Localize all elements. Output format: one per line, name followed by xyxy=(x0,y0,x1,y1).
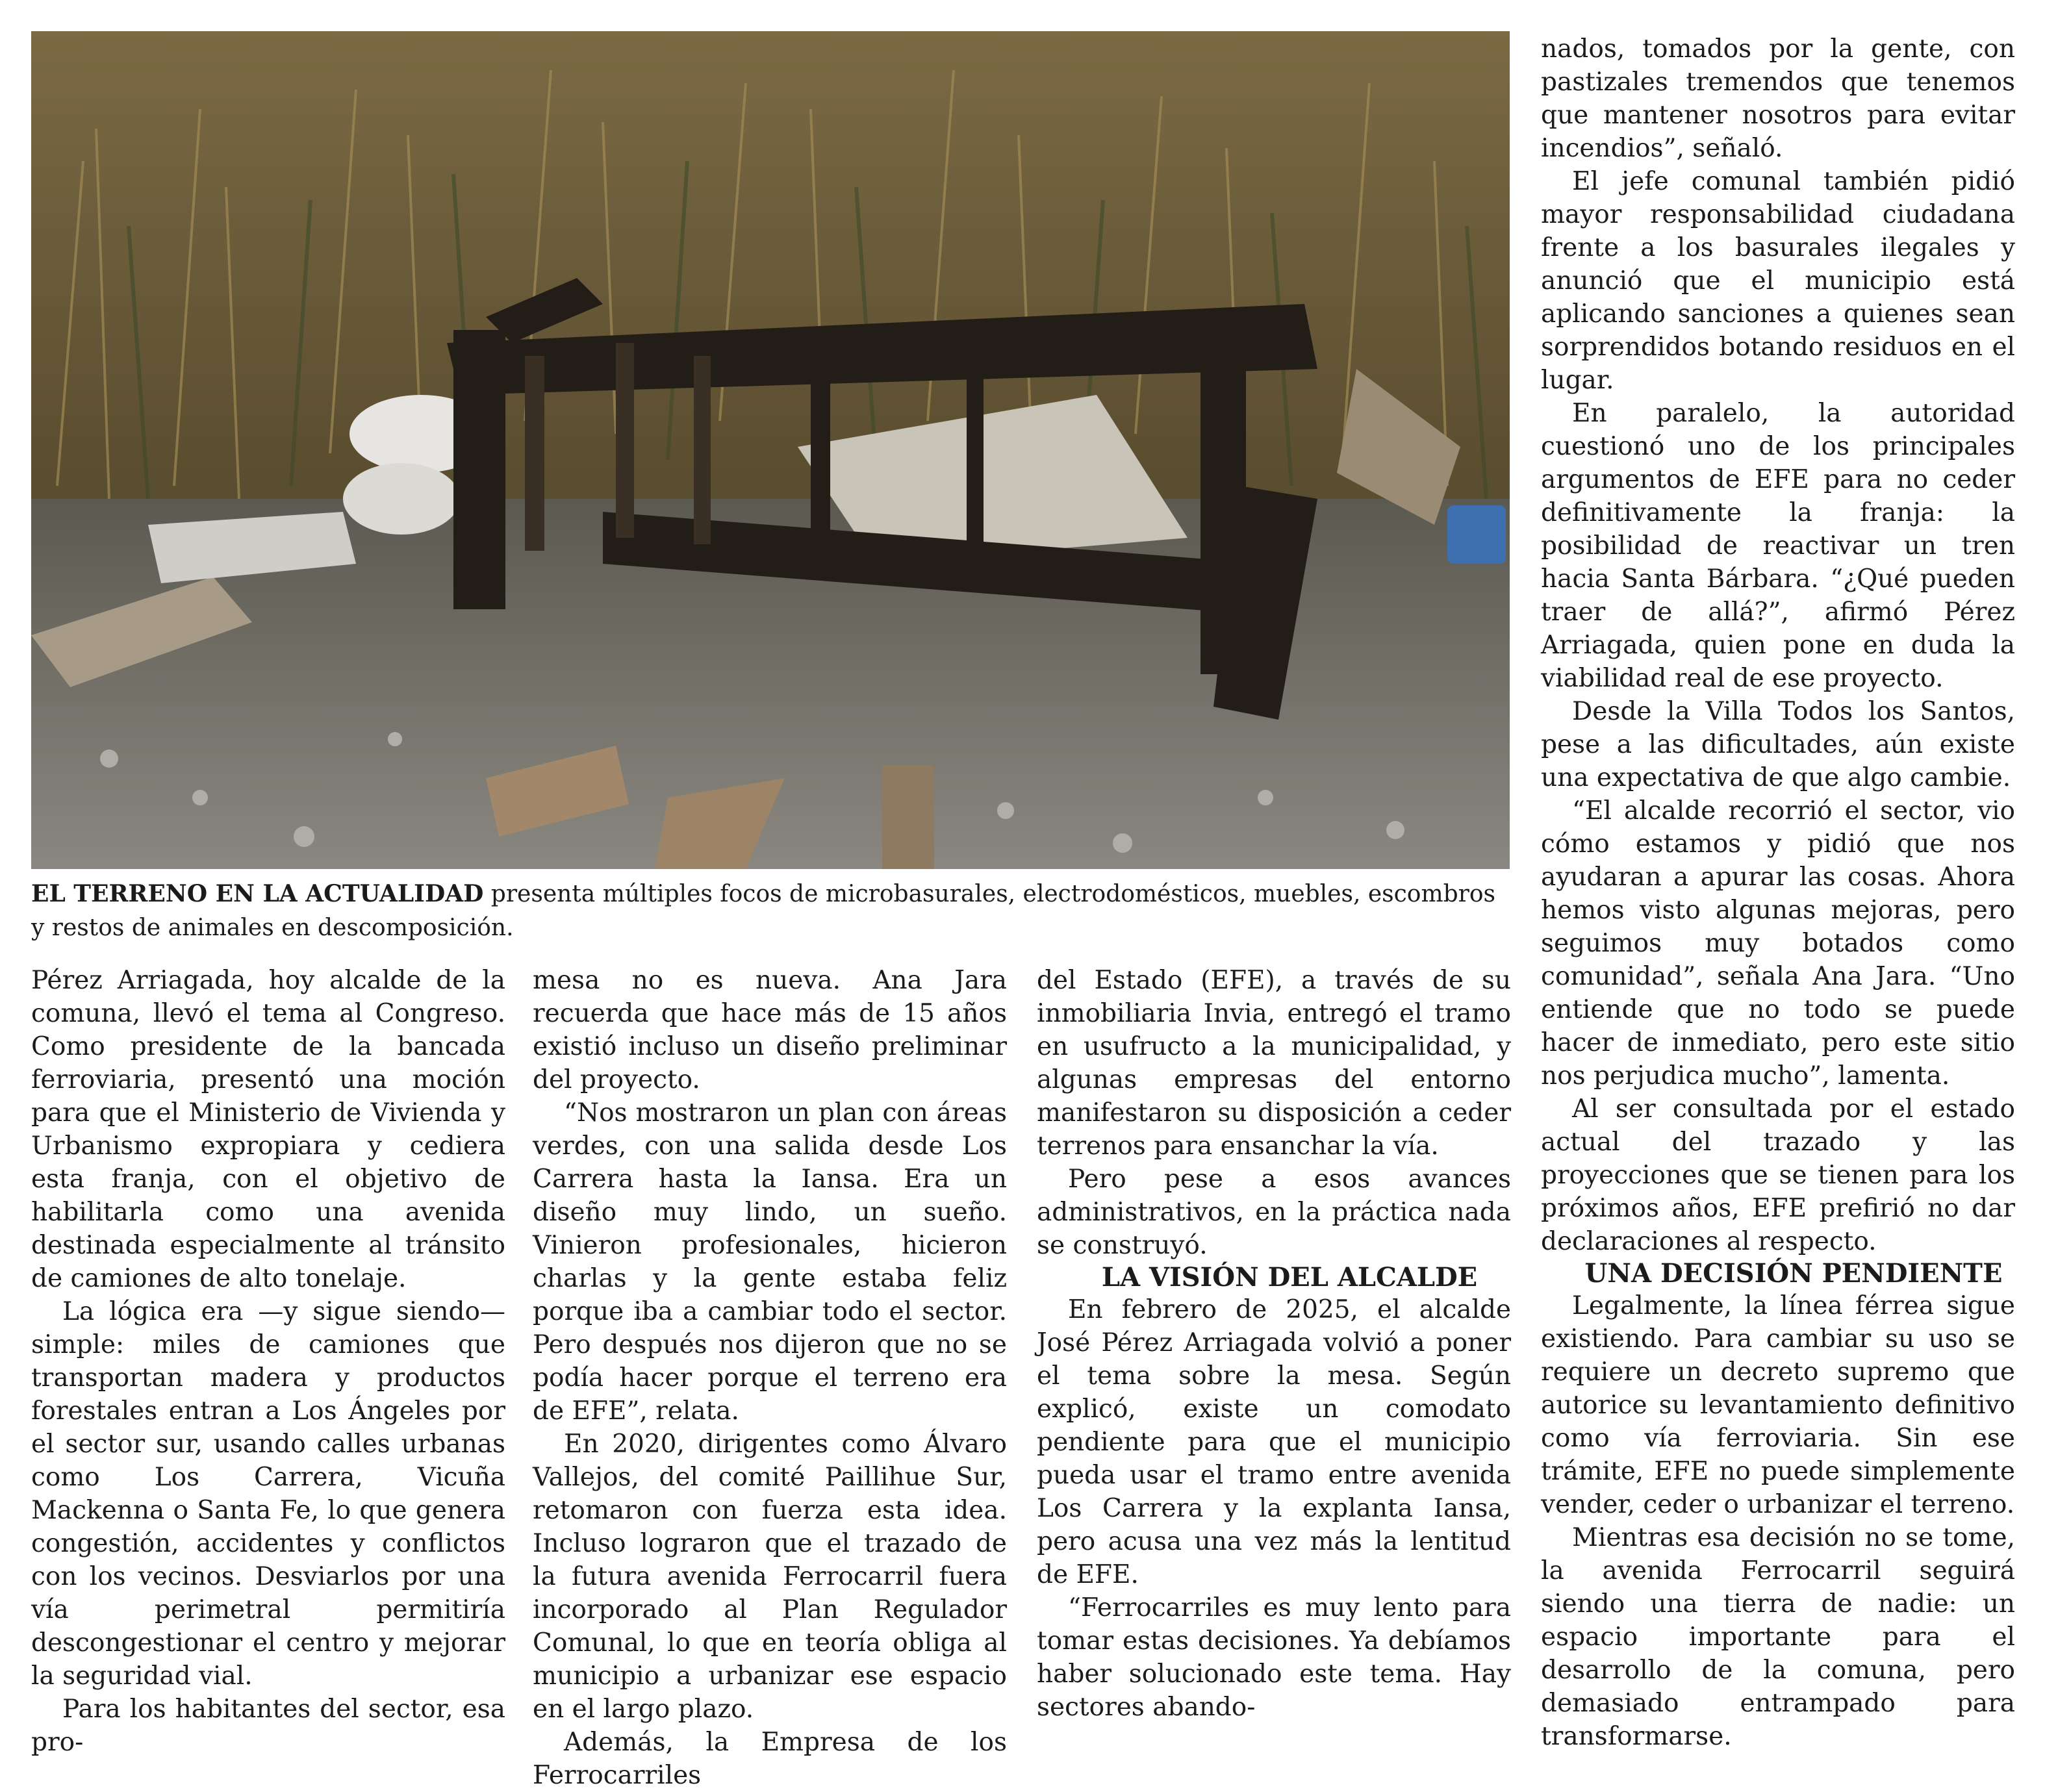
paragraph: El jefe comunal también pidió mayor responsabilidad ciudadana frente a los basurales ilegales y anunció que el municipio está aplicando sanciones a quienes sean sorprendidos botando residuos en el lugar. xyxy=(1541,167,2015,395)
paragraph: En paralelo, la autoridad cuestionó uno de los principales argumentos de EFE para no ceder definitivamente la franja: la posibilidad de reactivar un tren hacia Santa Bárbara. “¿Qué pueden traer de allá?”, afirmó Pérez Arriagada, quien pone en duda la viabilidad real de ese proyecto. xyxy=(1541,399,2015,693)
news-photo xyxy=(31,31,1510,869)
paragraph: En 2020, dirigentes como Álvaro Vallejos, del comité Paillihue Sur, retomaron con fuerza esta idea. Incluso lograron que el trazado de la futura avenida Ferrocarril fuera incorporado al Plan Regulador Comunal, lo que en teoría obliga al municipio a urbanizar ese espacio en el largo plazo. xyxy=(533,1430,1007,1724)
paragraph: Desde la Villa Todos los Santos, pese a las dificultades, aún existe una expectativa de que algo cambie. xyxy=(1541,697,2015,792)
caption-text: presenta múltiples focos de microbasurales, electrodomésticos, muebles, escombros y restos de animales en descomposición. xyxy=(31,881,1496,941)
paragraph: “El alcalde recorrió el sector, vio cómo estamos y pidió que nos ayudaran a apurar las cosas. Ahora hemos visto algunas mejoras, pero seguimos muy botados como comunidad”, señala Ana Jara. “Uno entiende que no todo se puede hacer de inmediato, pero este sitio nos perjudica mucho”, lamenta. xyxy=(1541,796,2015,1091)
paragraph: Mientras esa decisión no se tome, la avenida Ferrocarril seguirá siendo una tierra de nadie: un espacio importante para el desarrollo de la comuna, pero demasiado entrampado para transformarse. xyxy=(1541,1523,2015,1751)
paragraph: Además, la Empresa de los Ferrocarriles xyxy=(533,1728,1007,1790)
paragraph: “Ferrocarriles es muy lento para tomar estas decisiones. Ya debíamos haber solucionado este tema. Hay sectores abando- xyxy=(1037,1593,1511,1722)
paragraph: Pérez Arriagada, hoy alcalde de la comuna, llevó el tema al Congreso. Como presidente de la bancada ferroviaria, presentó una moción para que el Ministerio de Vivienda y Urbanismo expropiara y cediera esta franja, con el objetivo de habilitarla como una avenida destinada especialmente al tránsito de camiones de alto tonelaje. xyxy=(31,966,505,1293)
paragraph: Para los habitantes del sector, esa pro- xyxy=(31,1695,505,1757)
paragraph: del Estado (EFE), a través de su inmobiliaria Invia, entregó el tramo en usufructo a la municipalidad, y algunas empresas del entorno manifestaron su disposición a ceder terrenos para ensanchar la vía. xyxy=(1037,966,1511,1161)
section-subhead: LA VISIÓN DEL ALCALDE xyxy=(1101,1262,1478,1293)
paragraph: Legalmente, la línea férrea sigue existiendo. Para cambiar su uso se requiere un decreto supremo que autorice su levantamiento definitivo como vía ferroviaria. Sin ese trámite, EFE no puede simplemente vender, ceder o urbanizar el terreno. xyxy=(1541,1291,2015,1519)
paragraph: Pero pese a esos avances administrativos, en la práctica nada se construyó. xyxy=(1037,1165,1511,1260)
article-column-4 xyxy=(1541,32,2015,1753)
paragraph: En febrero de 2025, el alcalde José Pérez Arriagada volvió a poner el tema sobre la mesa. Según explicó, existe un comodato pendiente para que el municipio pueda usar el tramo entre avenida Los Carrera y la explanta Iansa, pero acusa una vez más la lentitud de EFE. xyxy=(1037,1295,1511,1589)
photo-illustration xyxy=(31,31,1510,869)
article-column-2 xyxy=(533,964,1007,1792)
paragraph: “Nos mostraron un plan con áreas verdes, con una salida desde Los Carrera hasta la Iansa. Era un diseño muy lindo, un sueño. Vinieron profesionales, hicieron charlas y la gente estaba feliz porque iba a cambiar todo el sector. Pero después nos dijeron que no se podía hacer porque el terreno era de EFE”, relata. xyxy=(533,1098,1007,1426)
article-column-1 xyxy=(31,964,505,1759)
paragraph: nados, tomados por la gente, con pastizales tremendos que tenemos que mantener nosotros para evitar incendios”, señaló. xyxy=(1541,34,2015,163)
caption-lead: EL TERRENO EN LA ACTUALIDAD xyxy=(31,880,484,907)
article-column-3 xyxy=(1037,964,1511,1724)
photo-caption xyxy=(31,877,1510,945)
paragraph: mesa no es nueva. Ana Jara recuerda que hace más de 15 años existió incluso un diseño preliminar del proyecto. xyxy=(533,966,1007,1094)
paragraph: Al ser consultada por el estado actual del trazado y las proyecciones que se tienen para los próximos años, EFE prefirió no dar declaraciones al respecto. xyxy=(1541,1094,2015,1256)
section-subhead: UNA DECISIÓN PENDIENTE xyxy=(1584,1258,2003,1289)
paragraph: La lógica era —y sigue siendo— simple: miles de camiones que transportan madera y productos forestales entran a Los Ángeles por el sector sur, usando calles urbanas como Los Carrera, Vicuña Mackenna o Santa Fe, lo que genera congestión, accidentes y conflictos con los vecinos. Desviarlos por una vía perimetral permitiría descongestionar el centro y mejorar la seguridad vial. xyxy=(31,1297,505,1691)
